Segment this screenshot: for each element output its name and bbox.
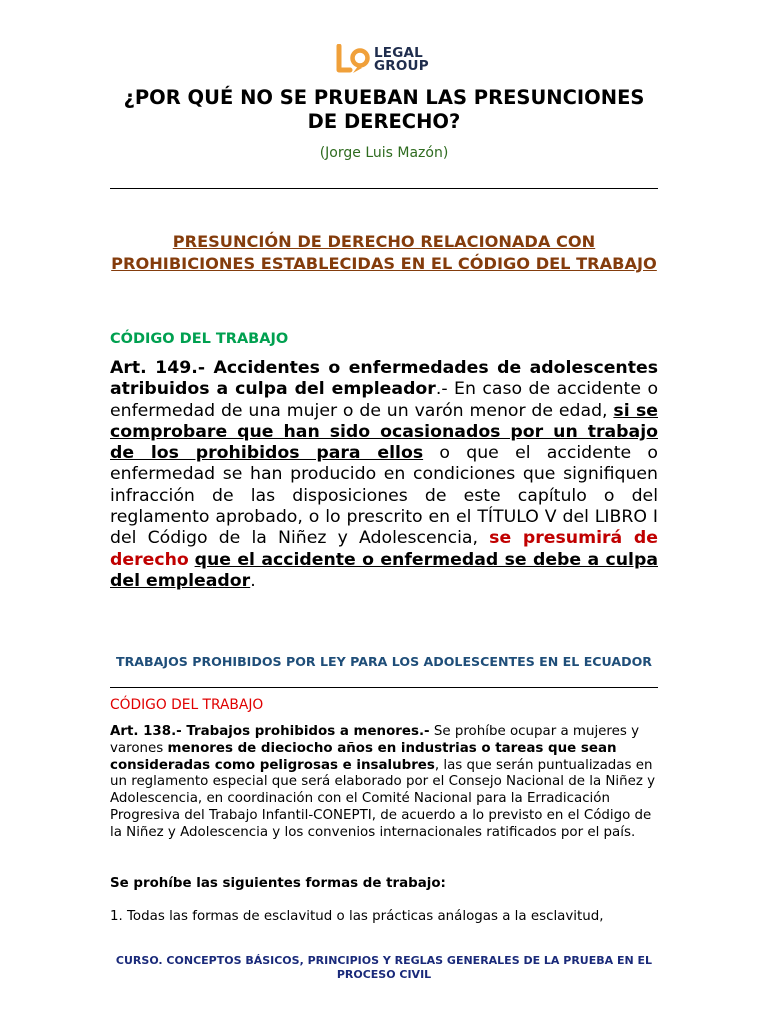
- article-149-text: o que el accidente o enfermedad se han producido en condiciones que signifiquen infracción de las disposiciones de este capítulo o del reglamento aprobado, o lo prescrito en el TÍTULO V del LIBRO I del Código de la Niñez y Adolescencia,: [110, 443, 658, 549]
- prohibited-forms-heading: Se prohíbe las siguientes formas de trabajo:: [110, 876, 446, 891]
- article-138-bold-text: menores de dieciocho años en industrias o tareas que sean consideradas como peligrosas e insalubres: [110, 740, 617, 773]
- codigo-label: CÓDIGO DEL TRABAJO: [110, 697, 264, 713]
- section-heading: PRESUNCIÓN DE DERECHO RELACIONADA CON PROHIBICIONES ESTABLECIDAS EN EL CÓDIGO DEL TRABAJO: [111, 232, 657, 273]
- article-149-title: Art. 149.- Accidentes o enfermedades de adolescentes atribuidos a culpa del empleador: [110, 358, 658, 400]
- document-title: ¿POR QUÉ NO SE PRUEBAN LAS PRESUNCIONES DE DERECHO?: [123, 86, 645, 133]
- article-138-title: Art. 138.- Trabajos prohibidos a menores.-: [110, 724, 430, 739]
- article-138-text: , las que serán puntualizadas en un reglamento especial que será elaborado por el Consejo Nacional de la Niñez y Adolescencia, en coordinación con el Comité Nacional para la Erradicación Progresiva del Trabajo Infantil-CONEPTI, de acuerdo a lo previsto en el Código de la Niñez y Adolescencia y los convenios internacionales ratificados por el país.: [110, 757, 656, 840]
- article-149-text: .- En caso de accidente o enfermedad de una mujer o de un varón menor de edad,: [110, 379, 659, 421]
- article-149-end: .: [250, 570, 256, 591]
- codigo-label: CÓDIGO DEL TRABAJO: [110, 331, 289, 347]
- article-138-text: Se prohíbe ocupar a mujeres y varones: [110, 724, 640, 756]
- list-item: 1. Todas las formas de esclavitud o las prácticas análogas a la esclavitud,: [110, 909, 604, 924]
- legal-group-logo-mark: [336, 44, 370, 76]
- company-logo: [336, 44, 446, 76]
- article-149-underlined: si se comprobare que han sido ocasionados por un trabajo de los prohibidos para ellos: [110, 400, 658, 464]
- logo-line-2: GROUP: [374, 58, 429, 74]
- article-149: [110, 358, 658, 592]
- author-line: (Jorge Luis Mazón): [319, 145, 449, 161]
- logo-line-1: LEGAL: [374, 45, 423, 61]
- article-149-underlined-conclusion: que el accidente o enfermedad se debe a culpa del empleador: [110, 549, 658, 591]
- logo-wordmark: [374, 47, 429, 73]
- article-149-presumption: se presumirá de derecho: [110, 528, 658, 570]
- article-138: [110, 724, 658, 842]
- divider: [110, 687, 658, 688]
- page-footer: CURSO. CONCEPTOS BÁSICOS, PRINCIPIOS Y REGLAS GENERALES DE LA PRUEBA EN EL PROCESO CIVIL: [115, 954, 653, 981]
- divider: [110, 188, 658, 189]
- sub-heading: TRABAJOS PROHIBIDOS POR LEY PARA LOS ADOLESCENTES EN EL ECUADOR: [116, 654, 652, 669]
